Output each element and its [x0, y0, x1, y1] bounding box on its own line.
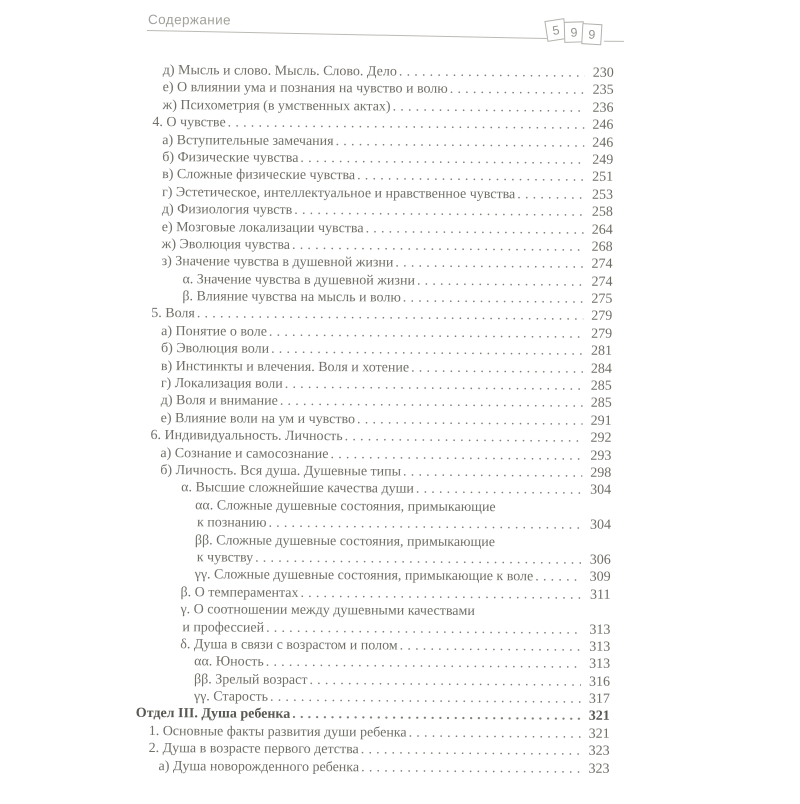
- toc-entry-label: β. О темпераментах: [180, 584, 299, 601]
- toc-entry-label: ж) Психометрия (в умственных актах): [162, 97, 391, 115]
- toc-list: [135, 62, 613, 778]
- dot-leader: [411, 359, 583, 376]
- toc-entry-page: 317: [588, 691, 610, 707]
- toc-entry-page: 235: [592, 83, 614, 99]
- header-rule-left: [147, 30, 547, 39]
- toc-entry-label: 2. Душа в возрасте первого детства: [148, 741, 359, 758]
- page-number-digit: 5: [544, 18, 567, 42]
- toc-entry-label: е) Мозговые локализации чувства: [161, 219, 364, 236]
- toc-entry-page: 285: [590, 396, 612, 412]
- dot-leader: [409, 724, 581, 741]
- toc-entry-label: в) Инстинкты и влечения. Воля и хотение: [160, 358, 410, 376]
- dot-leader: [416, 481, 582, 498]
- toc-entry-page: 309: [589, 570, 611, 586]
- toc-entry-label: а) Душа новорожденного ребенка: [158, 758, 360, 775]
- toc-entry-label: 5. Воля: [151, 306, 195, 322]
- toc-entry-label: е) О влиянии ума и познания на чувство и волю: [162, 80, 448, 98]
- toc-entry-page: 304: [589, 517, 612, 533]
- dot-leader: [271, 341, 583, 359]
- toc-entry-label: д) Мысль и слово. Мысль. Слово. Дело: [162, 63, 397, 80]
- toc-entry-page: 292: [590, 430, 612, 447]
- toc-entry-label: а) Понятие о воле: [161, 323, 267, 340]
- dot-leader: [294, 202, 584, 220]
- toc-entry-page: 236: [592, 100, 614, 116]
- dot-leader: [270, 689, 581, 707]
- toc-entry-page: 230: [592, 65, 614, 81]
- dot-leader: [309, 672, 581, 690]
- toc-entry-page: 311: [590, 587, 611, 603]
- toc-entry-label: 6. Индивидуальность. Личность: [150, 428, 343, 445]
- dot-leader: [197, 306, 583, 324]
- toc-entry-label: д) Воля и внимание: [160, 393, 278, 410]
- toc-entry-page: 275: [591, 291, 613, 307]
- toc-entry-page: 323: [588, 743, 610, 760]
- dot-leader: [345, 428, 583, 445]
- toc-entry-page: 313: [589, 622, 611, 638]
- toc-entry-label: α. Высшие сложнейшие качества души: [181, 480, 414, 497]
- toc-entry-page: 298: [590, 465, 612, 481]
- dot-leader: [300, 585, 581, 603]
- dot-leader: [266, 654, 581, 672]
- toc-entry-label: 1. Основные факты развития души ребенка: [148, 723, 407, 741]
- toc-entry-label: а) Сознание и самосознание: [160, 445, 329, 462]
- toc-entry-page: 274: [591, 274, 613, 290]
- dot-leader: [357, 411, 583, 428]
- dot-leader: [292, 706, 581, 724]
- dot-leader: [266, 619, 581, 637]
- running-title: Содержание: [148, 11, 232, 28]
- dot-leader: [517, 186, 584, 202]
- dot-leader: [330, 446, 582, 464]
- toc-entry-label: ββ. Зрелый возраст: [193, 671, 308, 688]
- page-number-digit: 9: [581, 23, 602, 45]
- dot-leader: [228, 115, 585, 133]
- toc-entry-page: 304: [590, 483, 612, 499]
- toc-entry-label: αα. Сложные душевные состояния, примыкающие: [195, 498, 496, 515]
- toc-entry-page: 281: [590, 343, 613, 360]
- dot-leader: [403, 290, 584, 307]
- toc-entry-page: 264: [591, 222, 613, 238]
- toc-entry-page: 321: [588, 726, 610, 742]
- dot-leader: [269, 324, 583, 342]
- toc-entry-page: 313: [589, 639, 611, 655]
- toc-entry-label: α. Значение чувства в душевной жизни: [182, 271, 416, 289]
- dot-leader: [280, 393, 583, 411]
- dot-leader: [285, 376, 583, 394]
- toc-entry-page: 253: [591, 187, 614, 203]
- toc-entry-label: г) Локализация воли: [160, 376, 283, 392]
- toc-entry-page: 284: [590, 361, 612, 377]
- toc-entry-label: б) Эволюция воли: [161, 341, 270, 357]
- dot-leader: [535, 569, 581, 585]
- dot-leader: [366, 220, 584, 237]
- toc-entry-label: γγ. Сложные душевные состояния, примыкающие к воле: [194, 567, 534, 585]
- dot-leader: [393, 98, 585, 115]
- toc-entry-label: б) Личность. Вся душа. Душевные типы: [160, 463, 402, 480]
- toc-entry-page: 279: [591, 326, 613, 342]
- toc-entry-page: 274: [591, 256, 613, 273]
- dot-leader: [403, 464, 582, 481]
- toc-entry-label: з) Значение чувства в душевной жизни: [161, 254, 394, 271]
- page-number: [546, 20, 602, 41]
- toc-entry-label: β. Влияние чувства на мысль и волю: [182, 289, 401, 306]
- toc-entry-page: 285: [590, 378, 612, 394]
- toc-entry-page: 251: [592, 170, 614, 186]
- dot-leader: [417, 272, 584, 289]
- dot-leader: [399, 64, 585, 81]
- toc-entry-label: 4. О чувстве: [152, 115, 226, 131]
- toc-entry-label: Отдел III. Душа ребенка: [135, 706, 291, 723]
- toc-entry-page: 258: [591, 204, 613, 220]
- dot-leader: [450, 81, 585, 98]
- dot-leader: [400, 637, 582, 654]
- toc-entry-label: а) Вступительные замечания: [162, 132, 334, 149]
- toc-entry-page: 306: [589, 552, 611, 568]
- toc-entry-page: 316: [588, 674, 611, 690]
- toc-entry-page: 313: [589, 656, 611, 673]
- toc-entry-label: в) Сложные физические чувства: [162, 167, 356, 184]
- toc-entry-label: и профессией: [182, 619, 265, 636]
- dot-leader: [336, 133, 585, 151]
- dot-leader: [395, 255, 583, 272]
- dot-leader: [361, 759, 580, 776]
- toc-entry: [135, 758, 609, 778]
- toc-entry-label: е) Влияние воли на ум и чувство: [160, 410, 356, 428]
- toc-entry-label: ββ. Сложные душевные состояния, примыкающие: [194, 532, 496, 550]
- toc-entry-page: 246: [592, 117, 614, 134]
- header-rule-right: [604, 41, 624, 42]
- dot-leader: [300, 150, 584, 168]
- toc-entry-page: 249: [592, 152, 614, 168]
- toc-entry-label: γ. О соотношении между душевными качествами: [180, 602, 475, 620]
- dot-leader: [361, 742, 581, 759]
- toc-entry-label: к познанию: [196, 515, 267, 531]
- toc-entry-label: γγ. Старость: [193, 689, 269, 705]
- toc-entry-page: 293: [590, 448, 612, 464]
- dot-leader: [357, 168, 584, 185]
- toc-entry-page: 246: [592, 135, 614, 151]
- dot-leader: [268, 515, 582, 533]
- toc-entry-label: ж) Эволюция чувства: [161, 236, 291, 253]
- toc-entry-label: δ. Душа в связи с возрастом и полом: [180, 637, 398, 654]
- toc-entry-page: 323: [588, 761, 610, 777]
- toc-entry-page: 279: [591, 309, 613, 325]
- toc-entry-label: д) Физиология чувств: [161, 202, 293, 218]
- toc-entry-page: 268: [591, 239, 613, 255]
- dot-leader: [255, 550, 582, 568]
- toc-entry-label: к чувству: [196, 550, 254, 566]
- toc-entry-label: г) Эстетическое, интеллектуальное и нравственное чувства: [161, 184, 516, 202]
- toc-entry-page: 291: [590, 413, 612, 429]
- dot-leader: [292, 237, 584, 255]
- toc-entry-page: 321: [588, 709, 610, 725]
- page-number-digit: 9: [564, 21, 585, 43]
- toc-entry-label: б) Физические чувства: [162, 150, 299, 166]
- toc-entry-label: αα. Юность: [194, 654, 264, 670]
